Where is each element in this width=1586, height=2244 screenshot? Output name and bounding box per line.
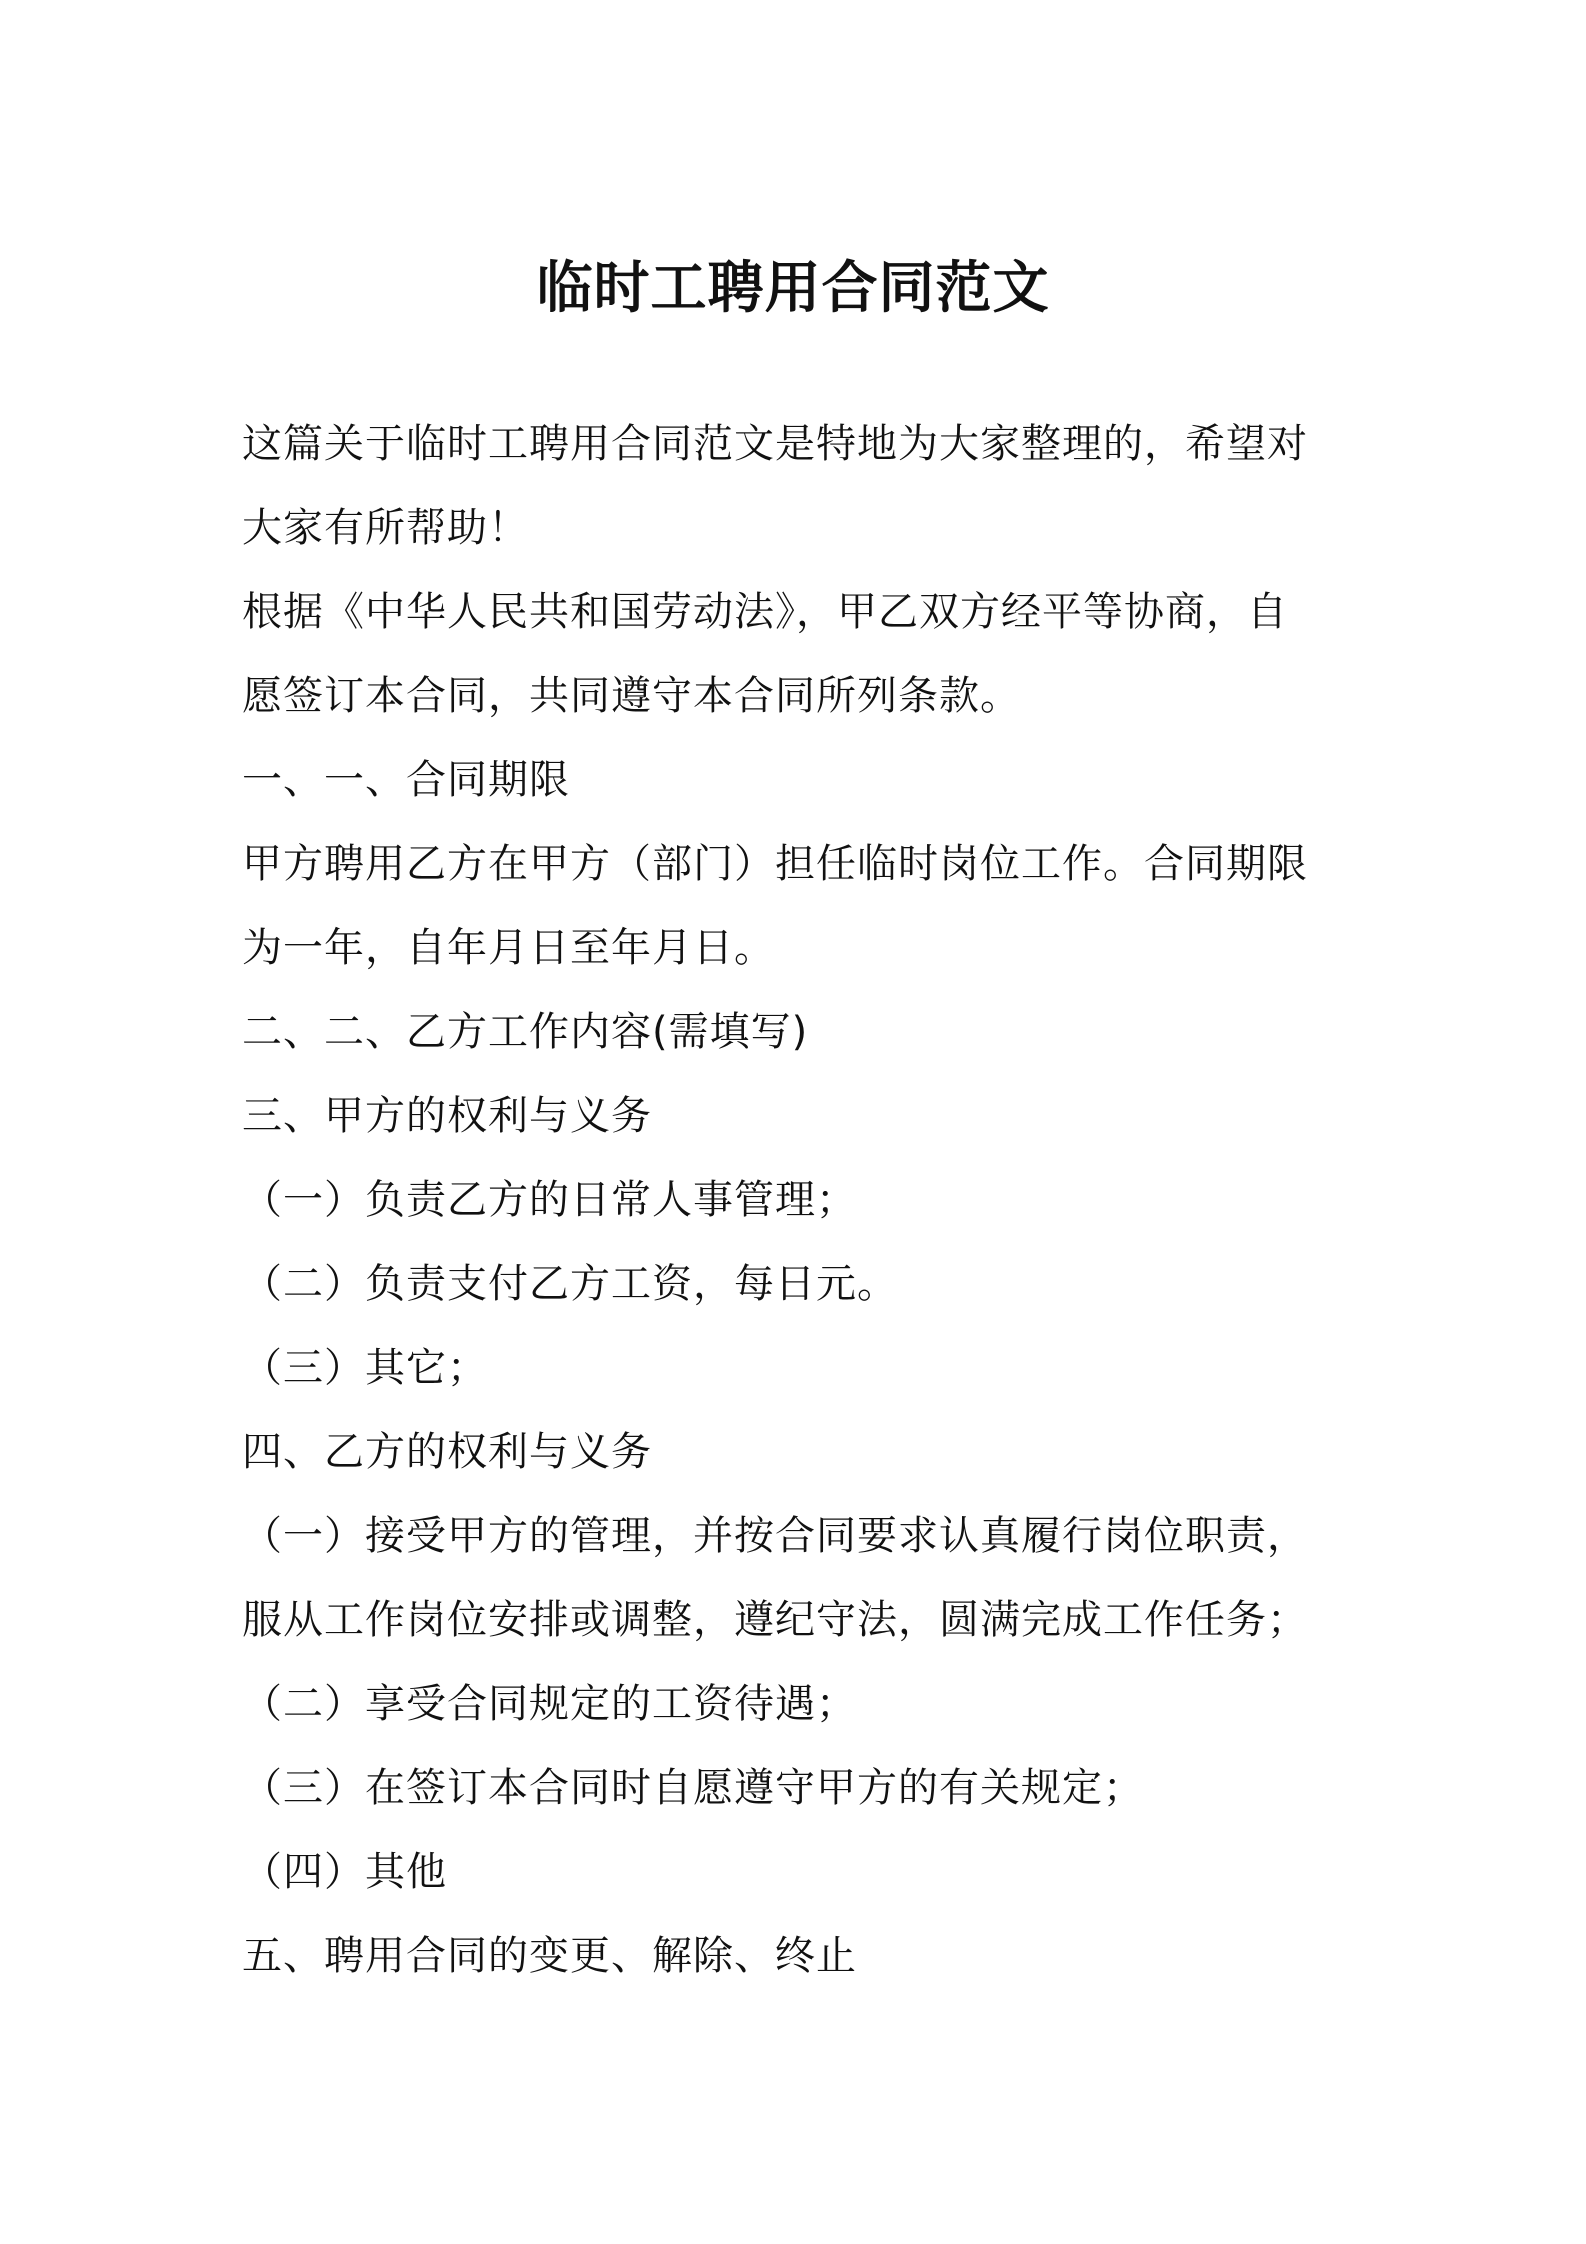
basis-line-2: 愿签订本合同，共同遵守本合同所列条款。	[242, 673, 1021, 719]
section-4-item-2: （二）享受合同规定的工资待遇；	[242, 1681, 857, 1727]
document-body	[242, 402, 1352, 1998]
section-heading-5: 五、聘用合同的变更、解除、终止	[242, 1933, 857, 1979]
section-3-item-1: （一）负责乙方的日常人事管理；	[242, 1177, 857, 1223]
basis-line-1: 根据《中华人民共和国劳动法》，甲乙双方经平等协商，自	[242, 589, 1288, 635]
intro-line-1: 这篇关于临时工聘用合同范文是特地为大家整理的，希望对	[242, 421, 1308, 467]
section-1-text-line-2: 为一年，自年月日至年月日。	[242, 925, 775, 971]
section-heading-3: 三、甲方的权利与义务	[242, 1093, 652, 1139]
section-4-item-3: （三）在签订本合同时自愿遵守甲方的有关规定；	[242, 1765, 1144, 1811]
section-4-item-1-line-1: （一）接受甲方的管理，并按合同要求认真履行岗位职责，	[242, 1513, 1308, 1559]
document-title: 临时工聘用合同范文	[536, 256, 1050, 321]
section-3-item-3: （三）其它；	[242, 1345, 488, 1391]
section-1-text-line-1: 甲方聘用乙方在甲方（部门）担任临时岗位工作。合同期限	[242, 841, 1308, 887]
intro-line-2: 大家有所帮助！	[242, 505, 529, 551]
section-heading-2: 二、二、乙方工作内容(需填写)	[242, 1009, 809, 1055]
section-4-item-1-line-2: 服从工作岗位安排或调整，遵纪守法，圆满完成工作任务；	[242, 1597, 1308, 1643]
section-heading-1: 一、一、合同期限	[242, 757, 570, 803]
section-3-item-2: （二）负责支付乙方工资，每日元。	[242, 1261, 898, 1307]
section-heading-4: 四、乙方的权利与义务	[242, 1429, 652, 1475]
section-4-item-4: （四）其他	[242, 1849, 447, 1895]
